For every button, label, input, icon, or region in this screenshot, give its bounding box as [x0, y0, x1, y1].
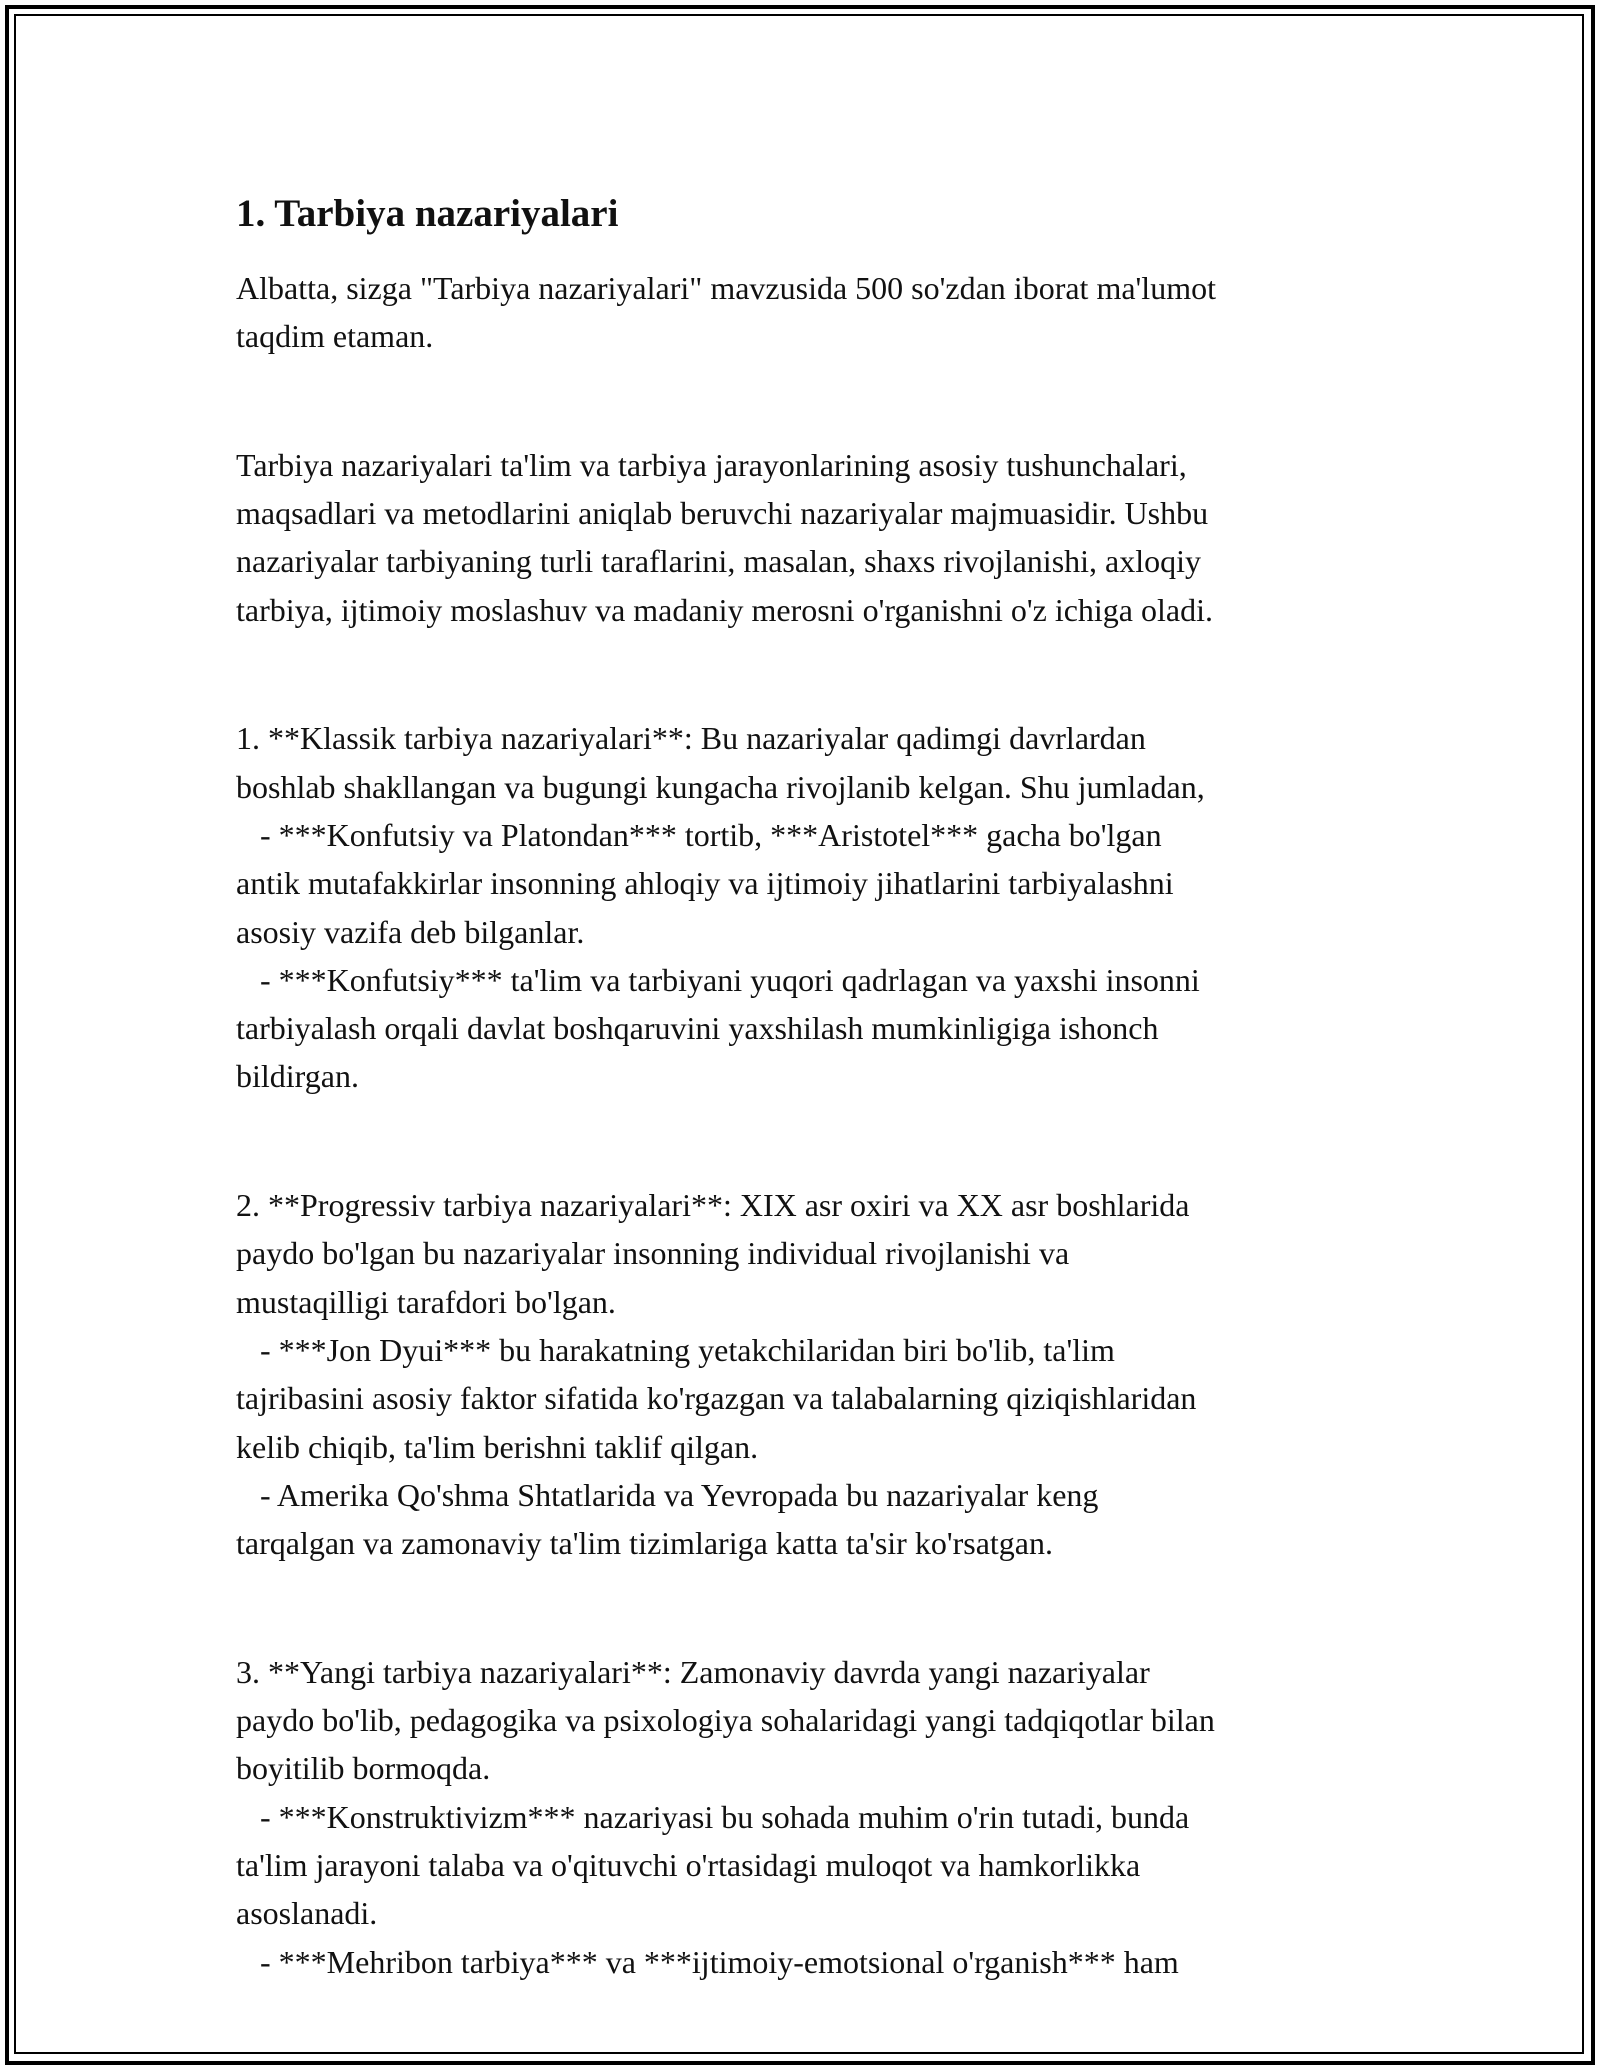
text-line: 1. **Klassik tarbiya nazariyalari**: Bu nazariyalar qadimgi davrlardan	[236, 720, 1146, 757]
text-line: tarqalgan va zamonaviy ta'lim tizimlariga katta ta'sir ko'rsatgan.	[236, 1525, 1053, 1562]
text-line: - ***Konfutsiy va Platondan*** tortib, ***Aristotel*** gacha bo'lgan	[236, 816, 1162, 853]
text-line: nazariyalar tarbiyaning turli taraflarini, masalan, shaxs rivojlanishi, axloqiy	[236, 543, 1202, 580]
document-heading: 1. Tarbiya nazariyalari	[236, 192, 619, 235]
text-line: paydo bo'lib, pedagogika va psixologiya sohalaridagi yangi tadqiqotlar bilan	[236, 1702, 1215, 1739]
text-line: maqsadlari va metodlarini aniqlab beruvchi nazariyalar majmuasidir. Ushbu	[236, 495, 1209, 532]
text-line: tajribasini asosiy faktor sifatida ko'rgazgan va talabalarning qiziqishlaridan	[236, 1380, 1197, 1417]
text-line: Tarbiya nazariyalari ta'lim va tarbiya jarayonlarining asosiy tushunchalari,	[236, 446, 1187, 483]
text-line: bildirgan.	[236, 1058, 359, 1095]
text-line: asosiy vazifa deb bilganlar.	[236, 913, 585, 950]
text-line: boyitilib bormoqda.	[236, 1750, 491, 1787]
text-line: asoslanadi.	[236, 1895, 378, 1932]
text-line: - ***Jon Dyui*** bu harakatning yetakchilaridan biri bo'lib, ta'lim	[236, 1331, 1115, 1368]
text-line: paydo bo'lgan bu nazariyalar insonning individual rivojlanishi va	[236, 1235, 1070, 1272]
text-line: boshlab shakllangan va bugungi kungacha rivojlanib kelgan. Shu jumladan,	[236, 768, 1205, 805]
text-line: - Amerika Qo'shma Shtatlarida va Yevropada bu nazariyalar keng	[236, 1476, 1099, 1513]
text-line: - ***Konstruktivizm*** nazariyasi bu sohada muhim o'rin tutadi, bunda	[236, 1798, 1190, 1835]
blank-line	[236, 1117, 1386, 1165]
text-line: 2. **Progressiv tarbiya nazariyalari**: XIX asr oxiri va XX asr boshlarida	[236, 1187, 1190, 1224]
blank-line	[236, 1583, 1386, 1631]
text-line: - ***Mehribon tarbiya*** va ***ijtimoiy-emotsional o'rganish*** ham	[236, 1943, 1179, 1980]
document-body	[236, 186, 1386, 1986]
text-line: taqdim etaman.	[236, 318, 434, 355]
text-line: tarbiya, ijtimoiy moslashuv va madaniy merosni o'rganishni o'z ichiga oladi.	[236, 591, 1213, 628]
text-line: tarbiyalash orqali davlat boshqaruvini yaxshilash mumkinligiga ishonch	[236, 1010, 1159, 1047]
document-text	[236, 264, 1386, 1986]
text-line: Albatta, sizga "Tarbiya nazariyalari" mavzusida 500 so'zdan iborat ma'lumot	[236, 270, 1216, 306]
text-line: - ***Konfutsiy*** ta'lim va tarbiyani yuqori qadrlagan va yaxshi insonni	[236, 961, 1200, 998]
text-line: 3. **Yangi tarbiya nazariyalari**: Zamonaviy davrda yangi nazariyalar	[236, 1653, 1150, 1690]
text-line: antik mutafakkirlar insonning ahloqiy va ijtimoiy jihatlarini tarbiyalashni	[236, 865, 1174, 902]
text-line: mustaqilligi tarafdori bo'lgan.	[236, 1283, 616, 1320]
blank-line	[236, 650, 1386, 698]
text-line: ta'lim jarayoni talaba va o'qituvchi o'rtasidagi muloqot va hamkorlikka	[236, 1846, 1141, 1883]
text-line: kelib chiqib, ta'lim berishni taklif qilgan.	[236, 1428, 759, 1465]
blank-line	[236, 377, 1386, 425]
